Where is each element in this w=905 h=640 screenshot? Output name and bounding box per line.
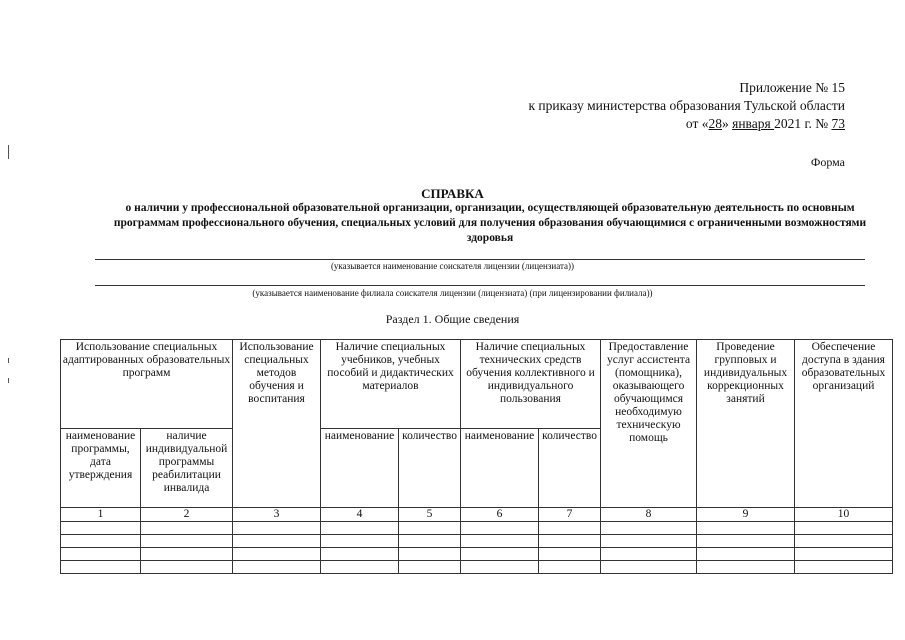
table-cell <box>795 535 893 548</box>
table-cell <box>321 535 399 548</box>
form-label: Форма <box>810 155 845 169</box>
table-cell <box>601 561 697 574</box>
table-cell <box>697 535 795 548</box>
subheader-program-name: наименование программы, дата утверждения <box>61 429 141 508</box>
table-cell <box>61 561 141 574</box>
table-cell <box>461 535 539 548</box>
table-cell <box>461 561 539 574</box>
table-cell <box>399 522 461 535</box>
section-title: Раздел 1. Общие сведения <box>385 312 520 326</box>
table-cell <box>539 535 601 548</box>
header-adapted-programs: Использование специальных адаптированных образовательных программ <box>61 340 233 429</box>
document-subtitle: о наличии у профессиональной образовательной организации, организации, осуществляющей образовательную деятельность по основным программам профессионального обучения, специальных условий для получения образования обучающимися с ограниченными возможностями здоровья <box>113 202 867 244</box>
appendix-line-2: к приказу министерства образования Тульской области <box>528 98 845 113</box>
order-number: 73 <box>831 116 845 131</box>
table-cell <box>321 561 399 574</box>
order-day: 28 <box>708 116 722 131</box>
column-number: 10 <box>795 508 893 522</box>
table-cell <box>795 522 893 535</box>
table-cell <box>233 548 321 561</box>
table-cell <box>141 561 233 574</box>
header-technical-means: Наличие специальных технических средств обучения коллективного и индивидуального пользования <box>461 340 601 429</box>
organization-name-line <box>95 259 865 260</box>
table-row <box>61 561 893 574</box>
order-date-prefix: от « <box>685 116 709 131</box>
table-cell <box>601 522 697 535</box>
table-cell <box>461 522 539 535</box>
scan-mark <box>8 378 9 383</box>
special-conditions-table <box>60 339 893 574</box>
subheader-tech-count: количество <box>539 429 601 508</box>
branch-name-line <box>95 285 865 286</box>
table-cell <box>601 548 697 561</box>
column-number: 4 <box>321 508 399 522</box>
table-cell <box>461 548 539 561</box>
table-cell <box>399 548 461 561</box>
subheader-rehab-program: наличие индивидуальной программы реабилитации инвалида <box>141 429 233 508</box>
table-cell <box>141 522 233 535</box>
table-cell <box>697 548 795 561</box>
table-row <box>61 522 893 535</box>
table-cell <box>233 561 321 574</box>
table-cell <box>233 535 321 548</box>
table-cell <box>539 522 601 535</box>
subheader-textbook-count: количество <box>399 429 461 508</box>
order-year: 2021 г. № <box>774 116 832 131</box>
column-number: 8 <box>601 508 697 522</box>
column-number: 1 <box>61 508 141 522</box>
table-header-row <box>61 340 893 429</box>
header-assistant-services: Предоставление услуг ассистента (помощника), оказывающего обучающимся необходимую техническую помощь <box>601 340 697 508</box>
table-cell <box>61 548 141 561</box>
table-cell <box>141 548 233 561</box>
header-special-textbooks: Наличие специальных учебников, учебных пособий и дидактических материалов <box>321 340 461 429</box>
column-number: 7 <box>539 508 601 522</box>
column-number: 6 <box>461 508 539 522</box>
appendix-line-3 <box>686 114 845 134</box>
table-cell <box>233 522 321 535</box>
table-cell <box>321 522 399 535</box>
column-number: 9 <box>697 508 795 522</box>
branch-name-hint: (указывается наименование филиала соискателя лицензии (лицензиата) (при лицензировании филиала)) <box>252 288 653 298</box>
table-cell <box>539 548 601 561</box>
order-date-mid: » <box>722 116 733 131</box>
table-cell <box>539 561 601 574</box>
header-building-access: Обеспечение доступа в здания образовательных организаций <box>795 340 893 508</box>
column-number: 5 <box>399 508 461 522</box>
subheader-tech-name: наименование <box>461 429 539 508</box>
scan-mark <box>8 358 9 363</box>
order-month: января <box>732 116 775 131</box>
header-special-methods: Использование специальных методов обучения и воспитания <box>233 340 321 508</box>
table-cell <box>795 561 893 574</box>
table-cell <box>61 522 141 535</box>
subheader-textbook-name: наименование <box>321 429 399 508</box>
table-cell <box>697 561 795 574</box>
table-cell <box>601 535 697 548</box>
table-cell <box>399 535 461 548</box>
column-number: 2 <box>141 508 233 522</box>
table-cell <box>697 522 795 535</box>
table-cell <box>61 535 141 548</box>
table-cell <box>399 561 461 574</box>
column-number-row <box>61 508 893 522</box>
table-row <box>61 548 893 561</box>
table-cell <box>141 535 233 548</box>
organization-name-hint: (указывается наименование соискателя лицензии (лицензиата)) <box>330 261 575 271</box>
column-number: 3 <box>233 508 321 522</box>
document-title: СПРАВКА <box>421 186 484 201</box>
scan-mark <box>8 145 9 159</box>
table-row <box>61 535 893 548</box>
appendix-line-1: Приложение № 15 <box>739 80 845 95</box>
table-cell <box>795 548 893 561</box>
table-cell <box>321 548 399 561</box>
header-correction-classes: Проведение групповых и индивидуальных коррекционных занятий <box>697 340 795 508</box>
